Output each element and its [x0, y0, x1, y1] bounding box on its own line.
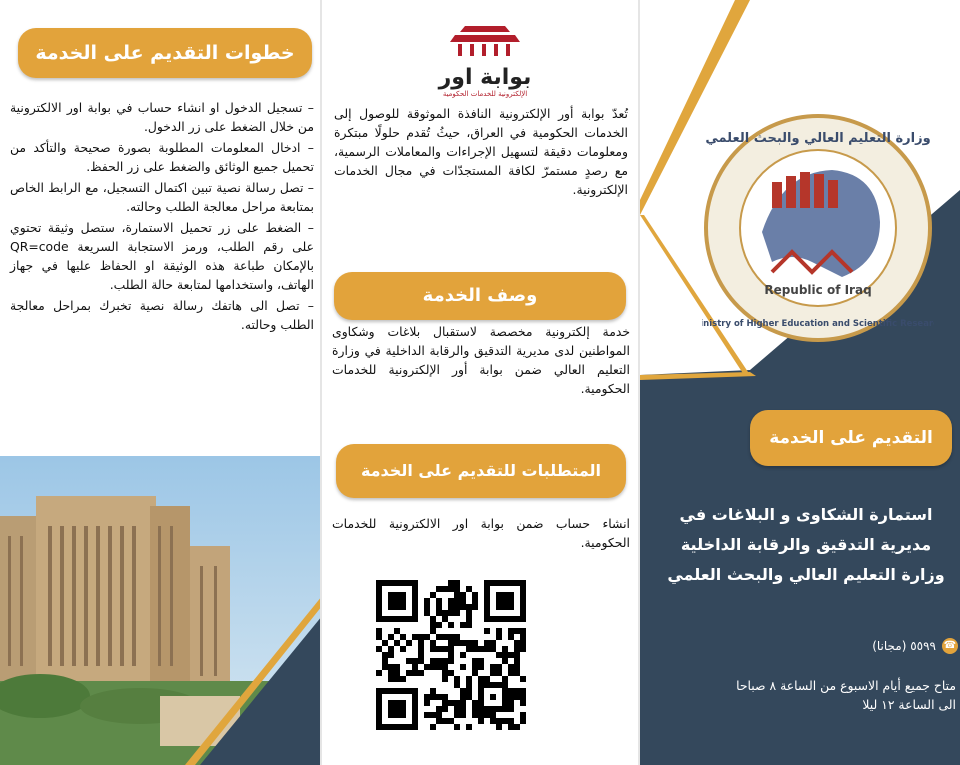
step-item: – تصل رسالة نصية تبين اكتمال التسجيل، مع الرابط الخاص بمتابعة مراحل معالجة الطلب وحالته.	[10, 180, 314, 214]
logo-text: بوابة اور	[438, 65, 532, 90]
ur-portal-logo	[430, 22, 540, 102]
form-title-line: مديرية التدقيق والرقابة الداخلية	[680, 535, 932, 554]
ministry-seal	[702, 112, 934, 344]
seal-republic: Republic of Iraq	[764, 283, 872, 297]
step-item: – الضغط على زر تحميل الاستمارة، ستصل وثيقة تحتوي على رقم الطلب، ورمز الاستجابة السريعة QR=code بالإمكان طباعة هذه الوثيقة او الحفاظ عليها في جهاز الهاتف، واستخدامها لمتابعة حالة الطلب.	[10, 220, 314, 292]
service-description-title: وصف الخدمة	[334, 272, 626, 320]
steps-title: خطوات التقديم على الخدمة	[18, 28, 312, 78]
step-item: – ادخال المعلومات المطلوبة بصورة صحيحة والتأكد من تحميل جميع الوثائق والضغط على زر الحفظ.	[10, 140, 314, 174]
middle-panel	[322, 0, 640, 765]
steps-list	[10, 98, 314, 336]
left-panel	[0, 0, 322, 765]
qr-code-icon	[376, 580, 526, 730]
form-title-line: وزارة التعليم العالي والبحث العلمي	[667, 565, 945, 584]
seal-english: Ministry of Higher Education and Scientific Research	[702, 319, 934, 329]
logo-subtext: الإلكترونية للخدمات الحكومية	[442, 90, 528, 98]
service-hours	[660, 676, 956, 714]
ur-logo-icon	[430, 22, 540, 62]
form-title-line: استمارة الشكاوى و البلاغات في	[679, 505, 933, 524]
phone-line	[760, 638, 958, 654]
building-photo	[0, 456, 322, 765]
service-description-text: خدمة إلكترونية مخصصة لاستقبال بلاغات وشكاوى المواطنين لدى مديرية التدقيق والرقابة الداخلية في وزارة التعليم العالي ضمن بوابة أور الإلكترونية للخدمات الحكومية.	[332, 324, 630, 396]
phone-number: ٥٥٩٩ (مجانا)	[872, 639, 936, 653]
requirements-text: انشاء حساب ضمن بوابة اور الالكترونية للخدمات الحكومية.	[332, 516, 630, 550]
form-title	[658, 500, 954, 590]
hours-line: متاح جميع أيام الاسبوع من الساعة ٨ صباحا	[736, 678, 956, 693]
hours-line: الى الساعة ١٢ ليلا	[862, 697, 956, 712]
seal-arabic: وزارة التعليم العالي والبحث العلمي	[705, 131, 931, 146]
phone-icon: ☎	[942, 638, 958, 654]
step-item: – تصل الى هاتفك رسالة نصية تخبرك بمراحل معالجة الطلب وحالته.	[10, 298, 314, 332]
intro-text: تُعدّ بوابة أور الإلكترونية النافذة الموثوقة للوصول إلى الخدمات الحكومية في العراق، حيثُ تُقدم حلولًا مبتكرة ومعلومات دقيقة لتسهيل الإجراءات والمعاملات الرسمية، مع رصدٍ مستمرّ لكافة المستجدّات في مجال الخدمات الإلكترونية.	[334, 106, 628, 197]
apply-title: التقديم على الخدمة	[750, 410, 952, 466]
right-panel	[640, 0, 960, 765]
requirements-title: المتطلبات للتقديم على الخدمة	[336, 444, 626, 498]
step-item: – تسجيل الدخول او انشاء حساب في بوابة اور الالكترونية من خلال الضغط على زر الدخول.	[10, 100, 314, 134]
